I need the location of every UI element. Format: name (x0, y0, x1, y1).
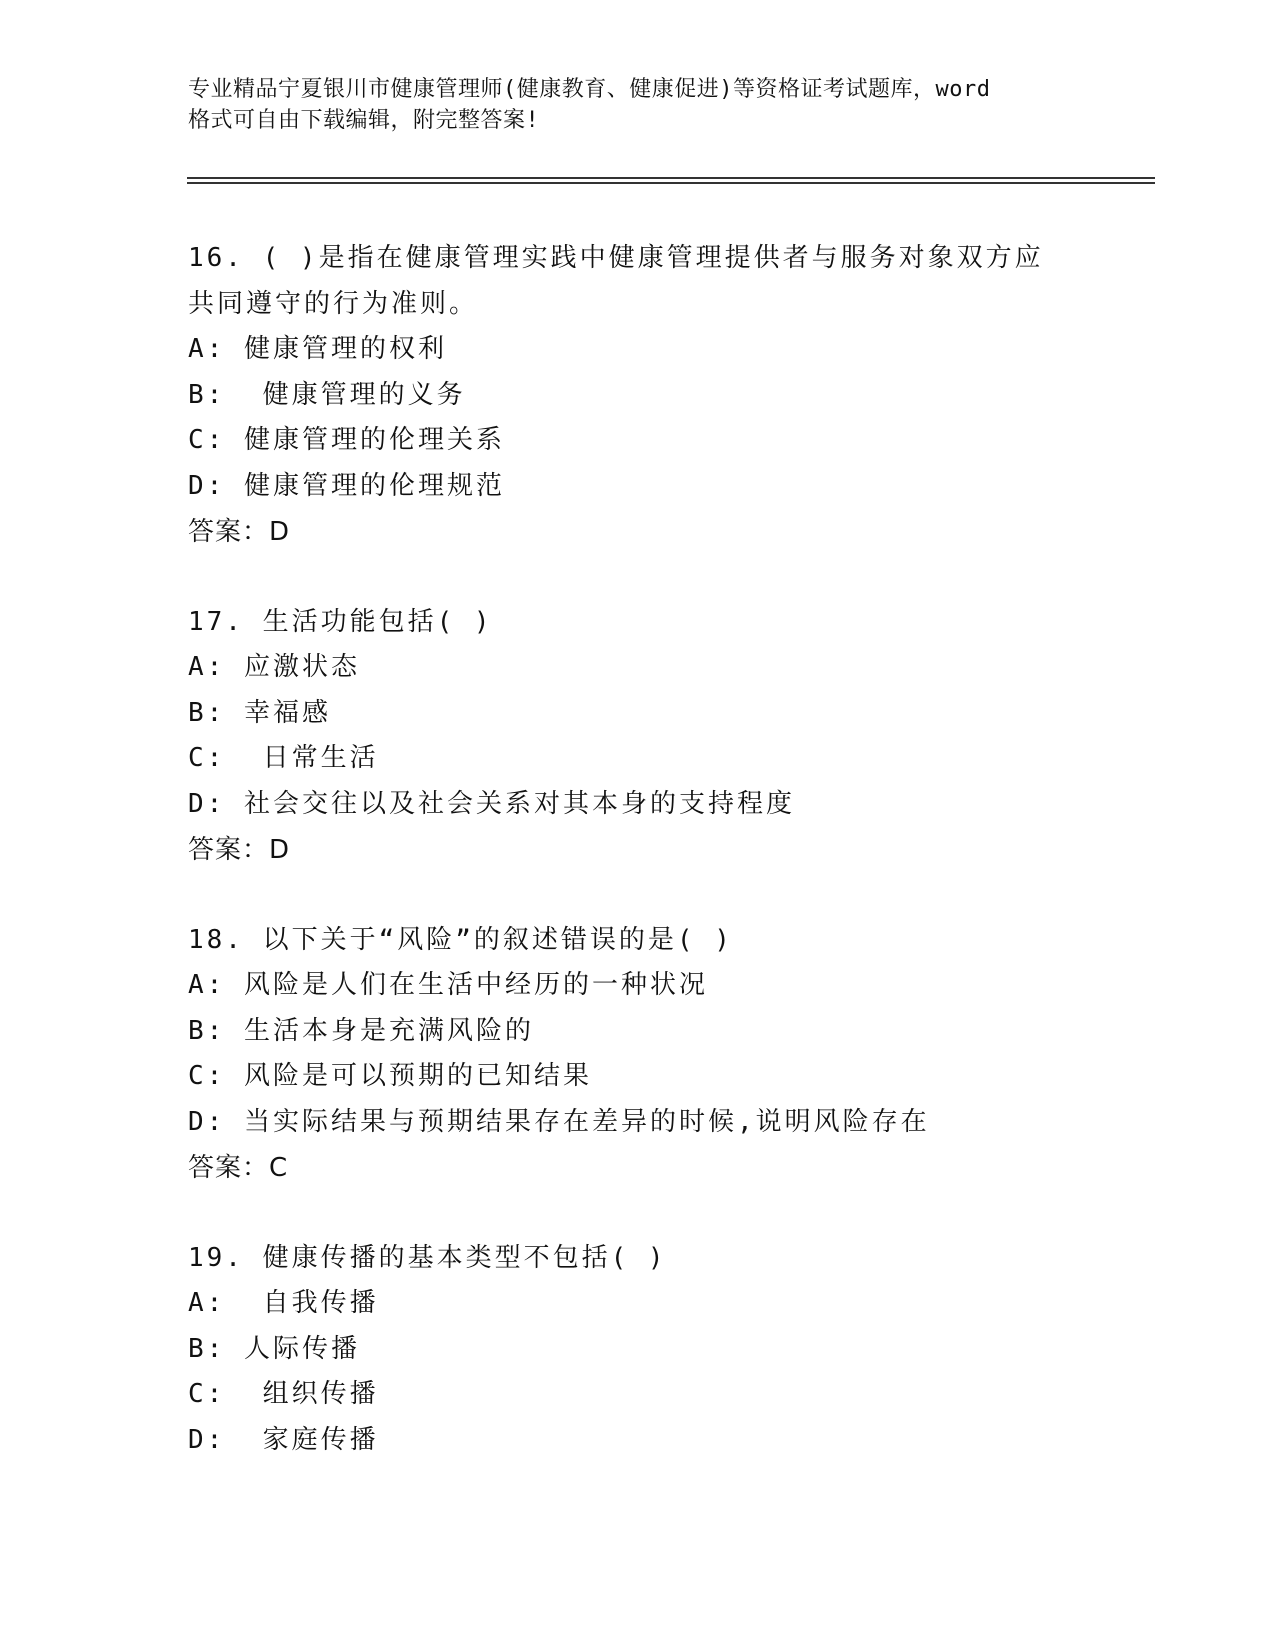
header-rule-bottom (187, 182, 1155, 184)
option-d: D: 家庭传播 (188, 1424, 379, 1455)
option-b: B: 人际传播 (188, 1333, 360, 1364)
option-c: C: 日常生活 (188, 743, 379, 773)
option-b: B: 幸福感 (188, 697, 331, 728)
option-d: D: 社会交往以及社会关系对其本身的支持程度 (188, 788, 795, 819)
option-a: A: 应激状态 (188, 652, 360, 682)
option-c: C: 风险是可以预期的已知结果 (188, 1061, 592, 1091)
question-19 (188, 1235, 1128, 1463)
question-stem: 16. ( )是指在健康管理实践中健康管理提供者与服务对象双方应 (188, 243, 1044, 273)
option-d: D: 健康管理的伦理规范 (188, 470, 505, 501)
option-c: C: 健康管理的伦理关系 (188, 425, 505, 455)
answer: 答案：D (188, 835, 291, 865)
document-header (188, 74, 1088, 136)
question-18 (188, 917, 1128, 1191)
option-b: B: 生活本身是充满风险的 (188, 1015, 534, 1046)
option-a: A: 自我传播 (188, 1288, 379, 1318)
question-list (188, 235, 1128, 1507)
question-stem: 19. 健康传播的基本类型不包括( ) (188, 1243, 667, 1273)
question-16 (188, 235, 1128, 555)
question-stem: 18. 以下关于“风险”的叙述错误的是( ) (188, 925, 733, 955)
answer: 答案：D (188, 517, 291, 547)
question-17 (188, 599, 1128, 873)
header-line-2: 格式可自由下载编辑，附完整答案! (188, 108, 540, 133)
option-c: C: 组织传播 (188, 1379, 379, 1409)
question-stem: 17. 生活功能包括( ) (188, 607, 493, 637)
header-rule-top (187, 177, 1155, 179)
question-stem-continued: 共同遵守的行为准则。 (188, 289, 479, 319)
option-a: A: 健康管理的权利 (188, 334, 447, 364)
answer: 答案：C (188, 1153, 289, 1183)
option-d: D: 当实际结果与预期结果存在差异的时候,说明风险存在 (188, 1106, 930, 1137)
option-a: A: 风险是人们在生活中经历的一种状况 (188, 970, 708, 1000)
option-b: B: 健康管理的义务 (188, 379, 466, 410)
header-line-1: 专业精品宁夏银川市健康管理师(健康教育、健康促进)等资格证考试题库，word (188, 77, 991, 102)
